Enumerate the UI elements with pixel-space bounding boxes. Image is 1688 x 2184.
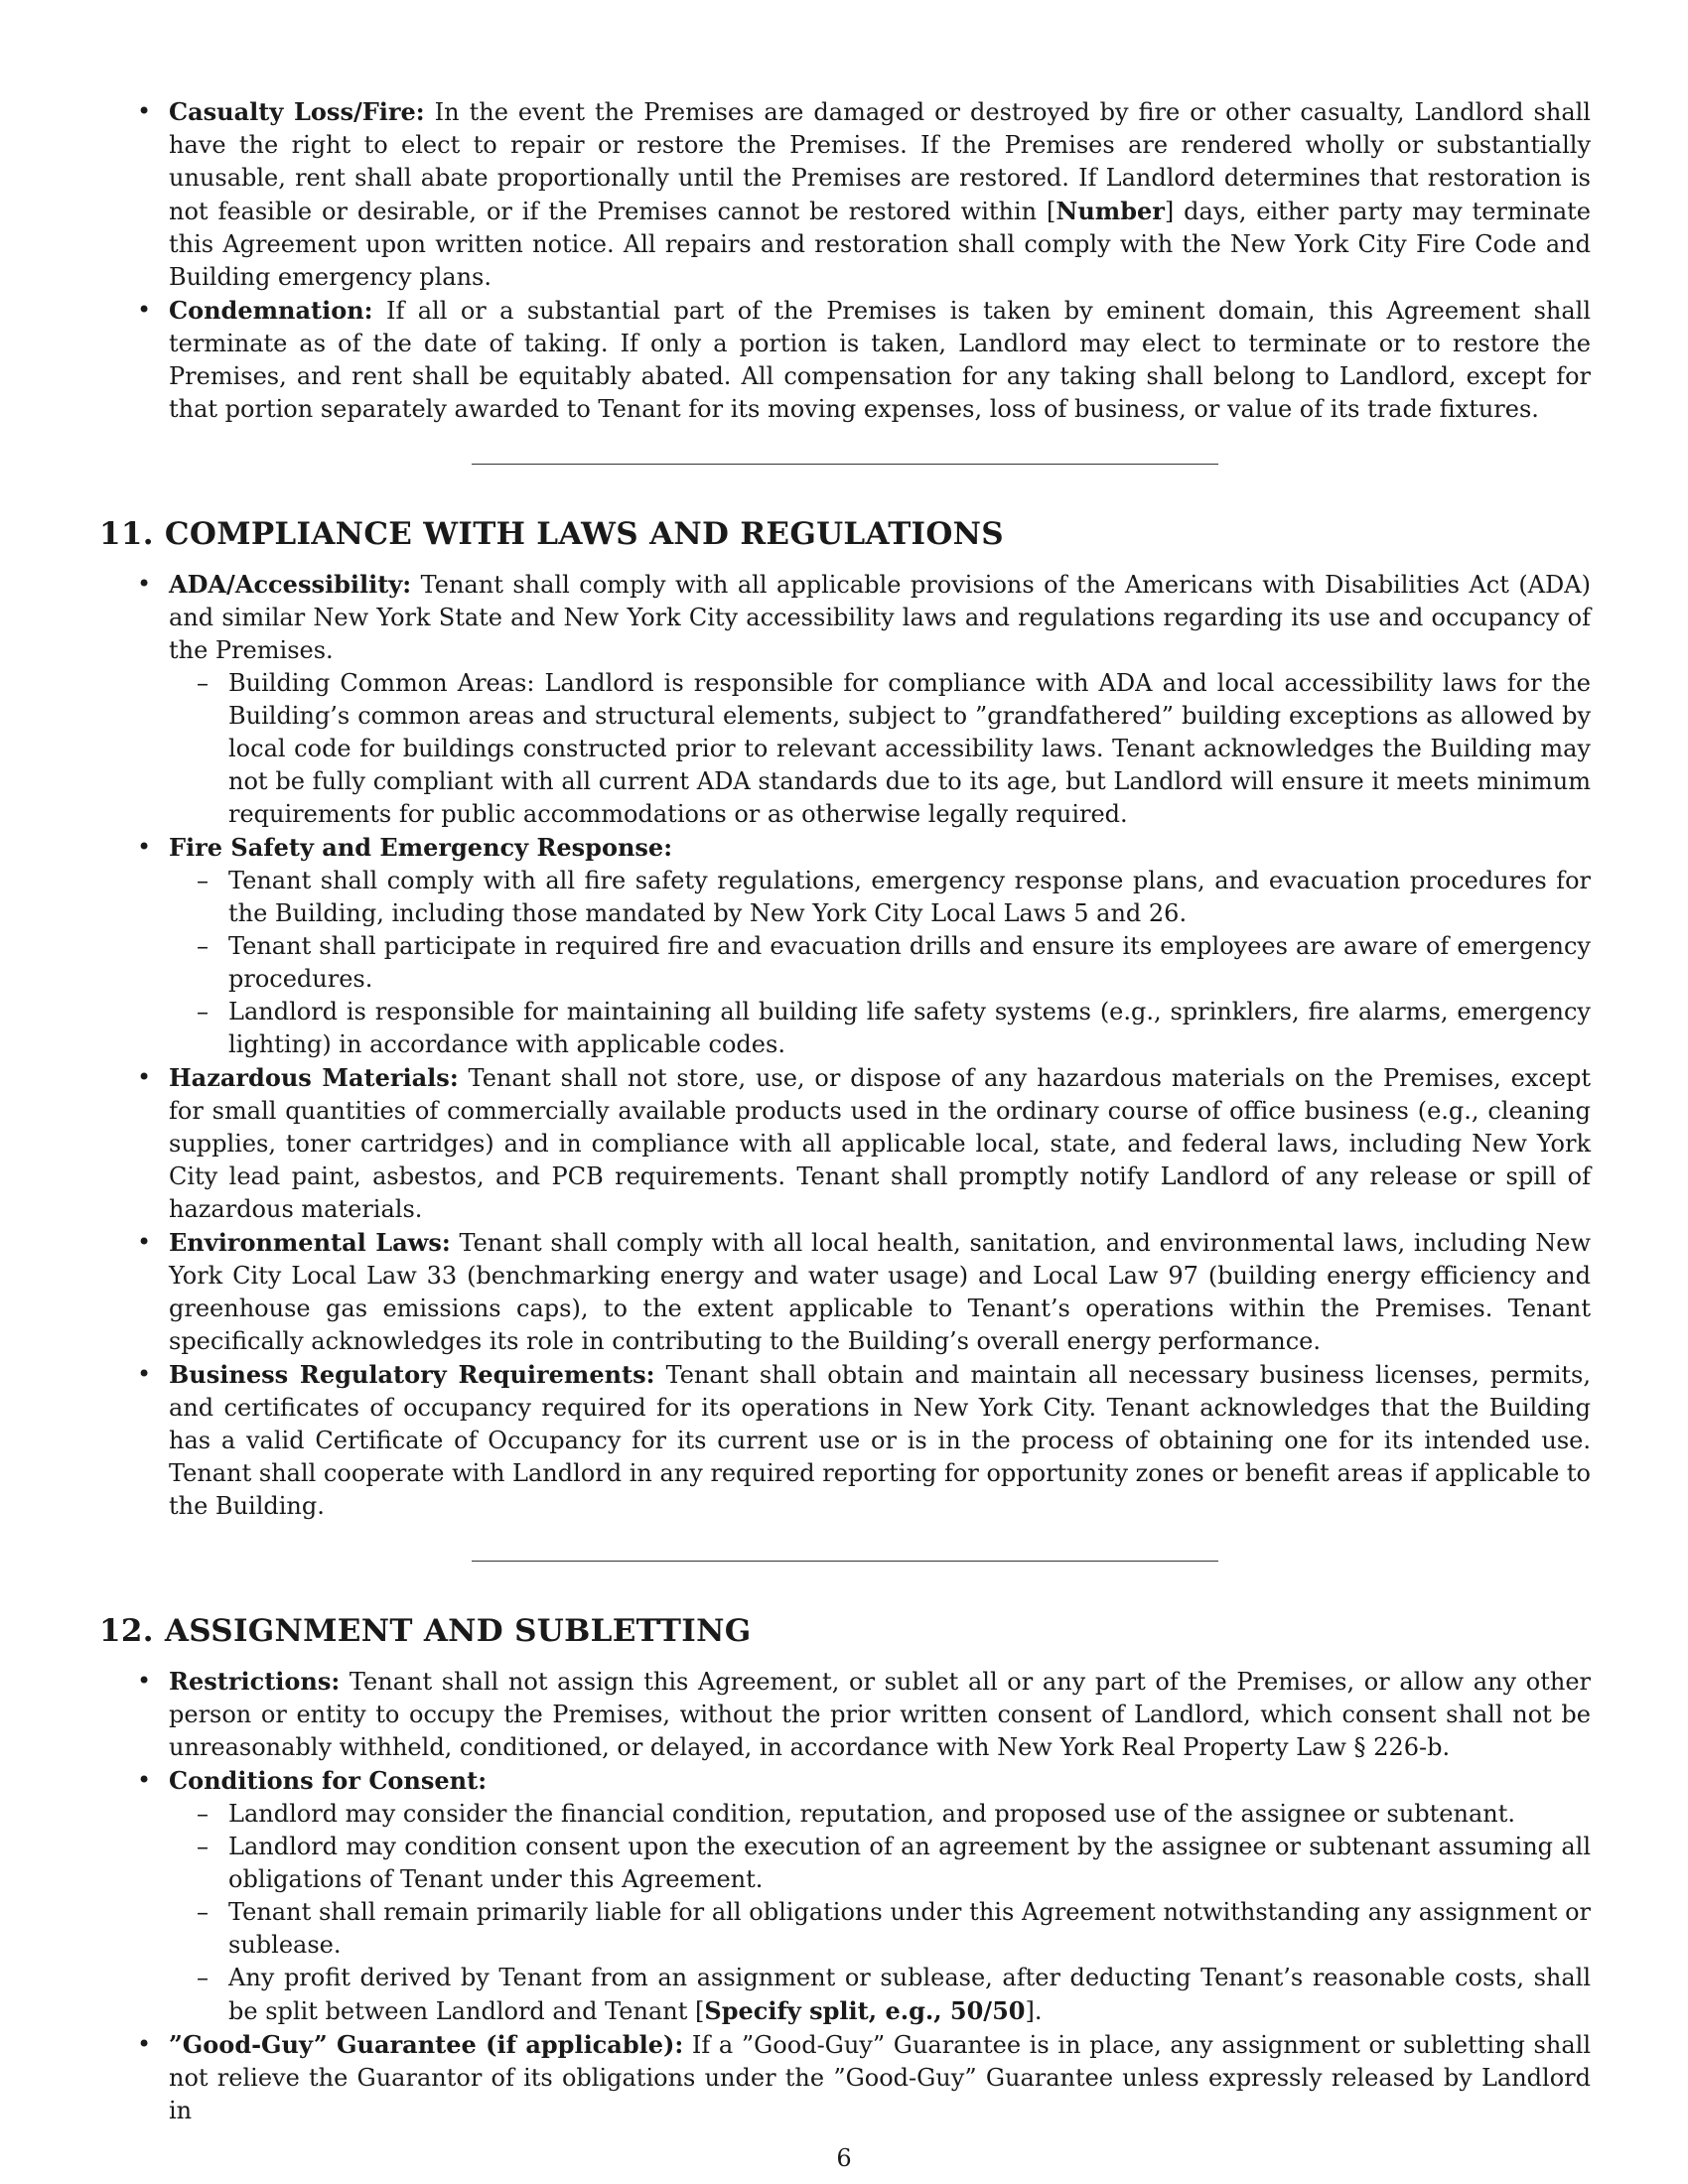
- section-divider: [472, 1561, 1218, 1562]
- list-item-condemnation: • Condemnation: If all or a substantial part of the Premises is taken by eminent domain, this Agreement shall terminate as of the date of taking. If only a portion is taken, Landlord may elect to terminate or to restore the Premises, and rent shall be equitably abated. All compensation for any taking shall belong to Landlord, except for that portion separately awarded to Tenant for its moving expenses, loss of business, or value of its trade fixtures.: [99, 294, 1591, 426]
- sub-list: [169, 667, 1591, 831]
- item-label: Environmental Laws:: [169, 1228, 451, 1257]
- sub-item: – Tenant shall participate in required fire and evacuation drills and ensure its employees are aware of emergency procedures.: [169, 930, 1591, 996]
- section-10-list: [99, 95, 1591, 426]
- item-label: ”Good-Guy” Guarantee (if applicable):: [169, 2030, 684, 2059]
- section-divider: [472, 464, 1218, 465]
- list-item-business: • Business Regulatory Requirements: Tenant shall obtain and maintain all necessary business licenses, permits, and certificates of occupancy required for its operations in New York City. Tenant acknowledges that the Building has a valid Certificate of Occupancy for its current use or is in the process of obtaining one for its intended use. Tenant shall cooperate with Landlord in any required reporting for opportunity zones or benefit areas if applicable to the Building.: [99, 1358, 1591, 1523]
- placeholder-number: Number: [1055, 197, 1165, 225]
- item-label: ADA/Accessibility:: [169, 570, 412, 599]
- list-item-casualty: • Casualty Loss/Fire: In the event the Premises are damaged or destroyed by fire or other casualty, Landlord shall have the right to elect to repair or restore the Premises. If the Premises are rendered wholly or substantially unusable, rent shall abate proportionally until the Premises are restored. If Landlord determines that restoration is not feasible or desirable, or if the Premises cannot be restored within [Number] days, either party may terminate this Agreement upon written notice. All repairs and restoration shall comply with the New York City Fire Code and Building emergency plans.: [99, 95, 1591, 294]
- list-item-good-guy: • ”Good-Guy” Guarantee (if applicable): If a ”Good-Guy” Guarantee is in place, any assignment or subletting shall not relieve the Guarantor of its obligations under the ”Good-Guy” Guarantee unless expressly released by Landlord in: [99, 2028, 1591, 2127]
- list-item-ada: • ADA/Accessibility: Tenant shall comply with all applicable provisions of the Americans with Disabilities Act (ADA) and similar New York State and New York City accessibility laws and regulations regarding its use and occupancy of the Premises. – Building Common Areas: Landlord is responsible for compliance with ADA and local accessibility laws for the Building’s common areas and structural elements, subject to ”grandfathered” building exceptions as allowed by local code for buildings constructed prior to relevant accessibility laws. Tenant acknowledges the Building may not be fully compliant with all current ADA standards due to its age, but Landlord will ensure it meets minimum requirements for public accommodations or as otherwise legally required.: [99, 568, 1591, 831]
- sub-item: – Tenant shall comply with all fire safety regulations, emergency response plans, and evacuation procedures for the Building, including those mandated by New York City Local Laws 5 and 26.: [169, 865, 1591, 930]
- page-number: 6: [836, 2144, 852, 2172]
- sub-list: [169, 865, 1591, 1061]
- list-item-conditions: [99, 1764, 1591, 2028]
- list-item-hazardous: • Hazardous Materials: Tenant shall not store, use, or dispose of any hazardous materials on the Premises, except for small quantities of commercially available products used in the ordinary course of office business (e.g., cleaning supplies, toner cartridges) and in compliance with all applicable local, state, and federal laws, including New York City lead paint, asbestos, and PCB requirements. Tenant shall promptly notify Landlord of any release or spill of hazardous materials.: [99, 1061, 1591, 1226]
- sub-item: – Building Common Areas: Landlord is responsible for compliance with ADA and local accessibility laws for the Building’s common areas and structural elements, subject to ”grandfathered” building exceptions as allowed by local code for buildings constructed prior to relevant accessibility laws. Tenant acknowledges the Building may not be fully compliant with all current ADA standards due to its age, but Landlord will ensure it meets minimum requirements for public accommodations or as otherwise legally required.: [169, 667, 1591, 831]
- list-item-fire-safety: [99, 831, 1591, 1061]
- sub-item: – Any profit derived by Tenant from an assignment or sublease, after deducting Tenant’s reasonable costs, shall be split between Landlord and Tenant [Specify split, e.g., 50/50].: [169, 1962, 1591, 2028]
- section-12-heading: 12. ASSIGNMENT AND SUBLETTING: [99, 1613, 752, 1649]
- sub-item: – Tenant shall remain primarily liable for all obligations under this Agreement notwithstanding any assignment or sublease.: [169, 1896, 1591, 1962]
- item-label: Fire Safety and Emergency Response:: [169, 833, 673, 862]
- section-12-list: [99, 1665, 1591, 2127]
- placeholder-split: Specify split, e.g., 50/50: [704, 1996, 1026, 2025]
- item-label: Condemnation:: [169, 296, 373, 325]
- sub-item: – Landlord may consider the financial condition, reputation, and proposed use of the assignee or subtenant.: [169, 1798, 1591, 1831]
- item-label: Business Regulatory Requirements:: [169, 1360, 655, 1389]
- section-11-list: [99, 568, 1591, 1523]
- item-label: Restrictions:: [169, 1667, 341, 1696]
- sub-item: – Landlord may condition consent upon the execution of an agreement by the assignee or subtenant assuming all obligations of Tenant under this Agreement.: [169, 1831, 1591, 1896]
- list-item-environmental: • Environmental Laws: Tenant shall comply with all local health, sanitation, and environmental laws, including New York City Local Law 33 (benchmarking energy and water usage) and Local Law 97 (building energy efficiency and greenhouse gas emissions caps), to the extent applicable to Tenant’s operations within the Premises. Tenant specifically acknowledges its role in contributing to the Building’s overall energy performance.: [99, 1226, 1591, 1358]
- item-label: Conditions for Consent:: [169, 1766, 488, 1795]
- section-11-heading: 11. COMPLIANCE WITH LAWS AND REGULATIONS: [99, 516, 1004, 552]
- sub-item: – Landlord is responsible for maintaining all building life safety systems (e.g., sprinklers, fire alarms, emergency lighting) in accordance with applicable codes.: [169, 996, 1591, 1061]
- item-label: Hazardous Materials:: [169, 1063, 459, 1092]
- sub-list: [169, 1798, 1591, 2028]
- document-page: [99, 95, 1591, 2127]
- item-label: Casualty Loss/Fire:: [169, 97, 425, 126]
- list-item-restrictions: • Restrictions: Tenant shall not assign this Agreement, or sublet all or any part of the Premises, or allow any other person or entity to occupy the Premises, without the prior written consent of Landlord, which consent shall not be unreasonably withheld, conditioned, or delayed, in accordance with New York Real Property Law § 226-b.: [99, 1665, 1591, 1764]
